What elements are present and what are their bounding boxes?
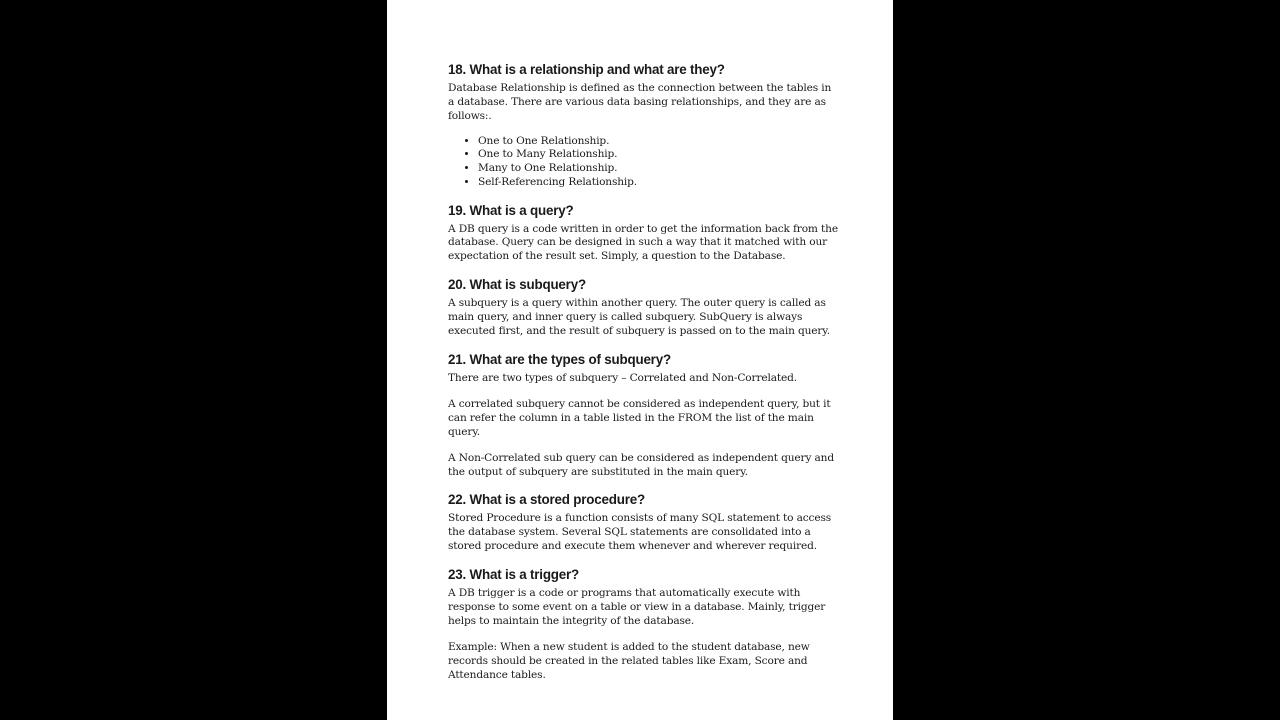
section-heading: 21. What are the types of subquery? xyxy=(448,351,671,367)
section-heading: 19. What is a query? xyxy=(448,202,574,218)
list-item: • Many to One Relationship. xyxy=(478,162,838,176)
section-heading: 23. What is a trigger? xyxy=(448,567,580,583)
section-trigger xyxy=(448,566,838,682)
paragraph: A Non-Correlated sub query can be considered as independent query and the output of subquery are substituted in the main query. xyxy=(448,451,834,478)
paragraph: Database Relationship is defined as the connection between the tables in a database. There are various data basing relationships, and they are as follows:. xyxy=(448,82,832,122)
document-content xyxy=(448,61,838,695)
section-stored-procedure xyxy=(448,491,838,554)
section-heading: 18. What is a relationship and what are they? xyxy=(448,62,725,77)
paragraph: A subquery is a query within another query. The outer query is called as main query, and inner query is called subquery. SubQuery is always executed first, and the result of subquery is passed on to the main query. xyxy=(448,297,830,338)
section-query xyxy=(448,202,838,265)
document-page xyxy=(387,0,893,720)
section-subquery xyxy=(448,276,838,339)
paragraph: A DB query is a code written in order to get the information back from the database. Query can be designed in such a way that it matched with our expectation of the result set. Simply, a question to the Database. xyxy=(448,222,838,263)
list-item: • One to Many Relationship. xyxy=(478,148,838,162)
section-relationship xyxy=(448,61,838,190)
list-item: • One to One Relationship. xyxy=(478,135,838,149)
paragraph: Stored Procedure is a function consists of many SQL statement to access the database system. Several SQL statements are consolidated into a stored procedure and execute them whenever and wherever required. xyxy=(448,512,832,553)
section-heading: 22. What is a stored procedure? xyxy=(448,492,645,508)
paragraph: A DB trigger is a code or programs that automatically execute with response to some event on a table or view in a database. Mainly, trigger helps to maintain the integrity of the database. xyxy=(448,587,826,627)
relationship-list xyxy=(448,135,838,190)
paragraph: Example: When a new student is added to the student database, new records should be created in the related tables like Exam, Score and Attendance tables. xyxy=(448,640,810,681)
paragraph: There are two types of subquery – Correlated and Non-Correlated. xyxy=(448,371,797,384)
section-subquery-types xyxy=(448,351,838,479)
list-item: • Self-Referencing Relationship. xyxy=(478,176,838,190)
section-heading: 20. What is subquery? xyxy=(448,277,586,293)
paragraph: A correlated subquery cannot be considered as independent query, but it can refer the column in a table listed in the FROM the list of the main query. xyxy=(448,397,831,438)
